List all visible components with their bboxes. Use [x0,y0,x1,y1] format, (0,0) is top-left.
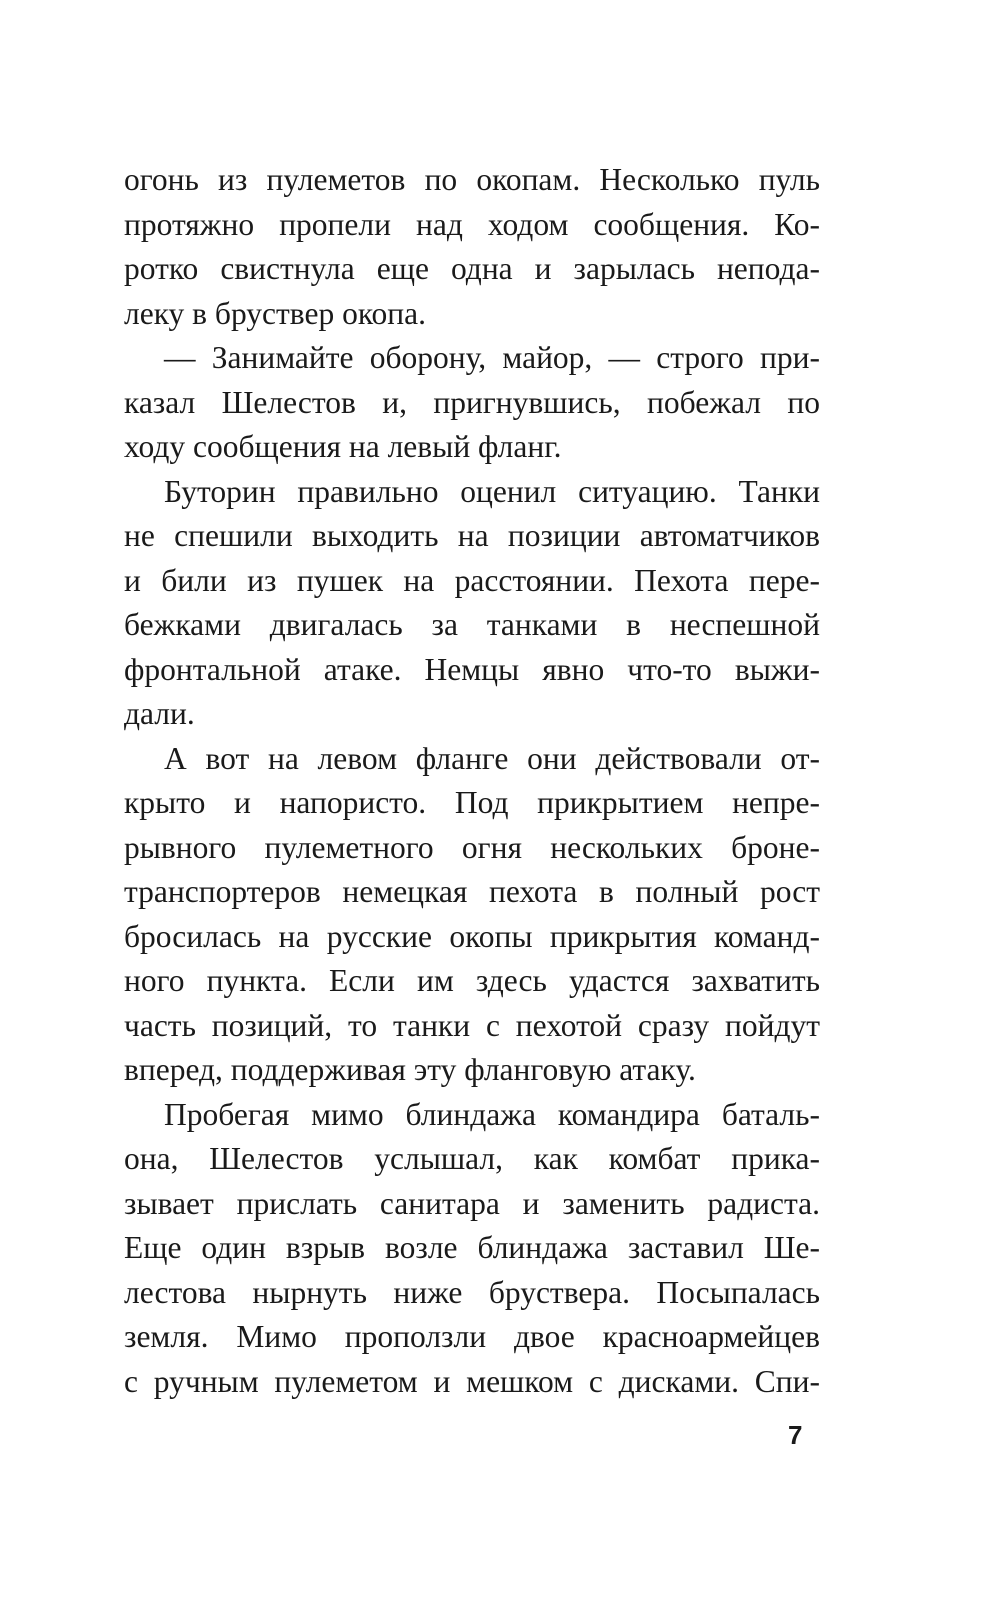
text-line: Пробегая мимо блиндажа командира баталь- [164,1096,820,1132]
text-line: вперед, поддерживая эту фланговую атаку. [124,1052,696,1087]
paragraph-3 [124,470,820,737]
paragraph-5 [124,1093,820,1405]
paragraph-2 [124,336,820,470]
paragraph-4 [124,737,820,1093]
text-line: леку в бруствер окопа. [124,295,427,331]
book-page-text [124,158,820,1404]
text-line: земля. Мимо проползли двое красноармейцев [124,1319,820,1354]
text-line: она, Шелестов услышал, как комбат прика- [124,1141,820,1176]
page-number: 7 [788,1420,803,1450]
text-line: бросилась на русские окопы прикрытия команд- [124,918,820,954]
text-line: огонь из пулеметов по окопам. Несколько пуль [124,162,820,197]
text-line: не спешили выходить на позиции автоматчиков [124,518,820,553]
text-line: зывает прислать санитара и заменить радиста. [124,1185,820,1221]
text-line: — Занимайте оборону, майор, — строго при- [164,340,820,375]
text-line: дали. [124,696,195,731]
text-line: фронтальной атаке. Немцы явно что-то выжи- [124,651,820,687]
text-line: ходу сообщения на левый фланг. [124,429,562,464]
paragraph-1 [124,158,820,336]
text-line: лестова нырнуть ниже бруствера. Посыпалась [124,1274,820,1310]
text-line: протяжно пропели над ходом сообщения. Ко- [124,206,820,242]
text-line: с ручным пулеметом и мешком с дисками. Спи- [124,1363,820,1399]
text-line: Буторин правильно оценил ситуацию. Танки [164,473,820,509]
text-line: А вот на левом фланге они действовали от- [164,740,820,776]
text-line: казал Шелестов и, пригнувшись, побежал по [124,384,820,420]
text-line: ного пункта. Если им здесь удастся захватить [124,963,820,998]
text-line: и били из пушек на расстоянии. Пехота пере- [124,562,820,598]
text-line: рывного пулеметного огня нескольких броне- [124,829,820,865]
text-line: часть позиций, то танки с пехотой сразу пойдут [124,1007,820,1043]
text-line: транспортеров немецкая пехота в полный рост [124,874,820,909]
text-line: ротко свистнула еще одна и зарылась непода- [124,251,820,286]
text-line: бежками двигалась за танками в неспешной [124,607,820,642]
text-line: Еще один взрыв возле блиндажа заставил Ше- [124,1230,820,1265]
text-line: крыто и напористо. Под прикрытием непре- [124,785,820,820]
